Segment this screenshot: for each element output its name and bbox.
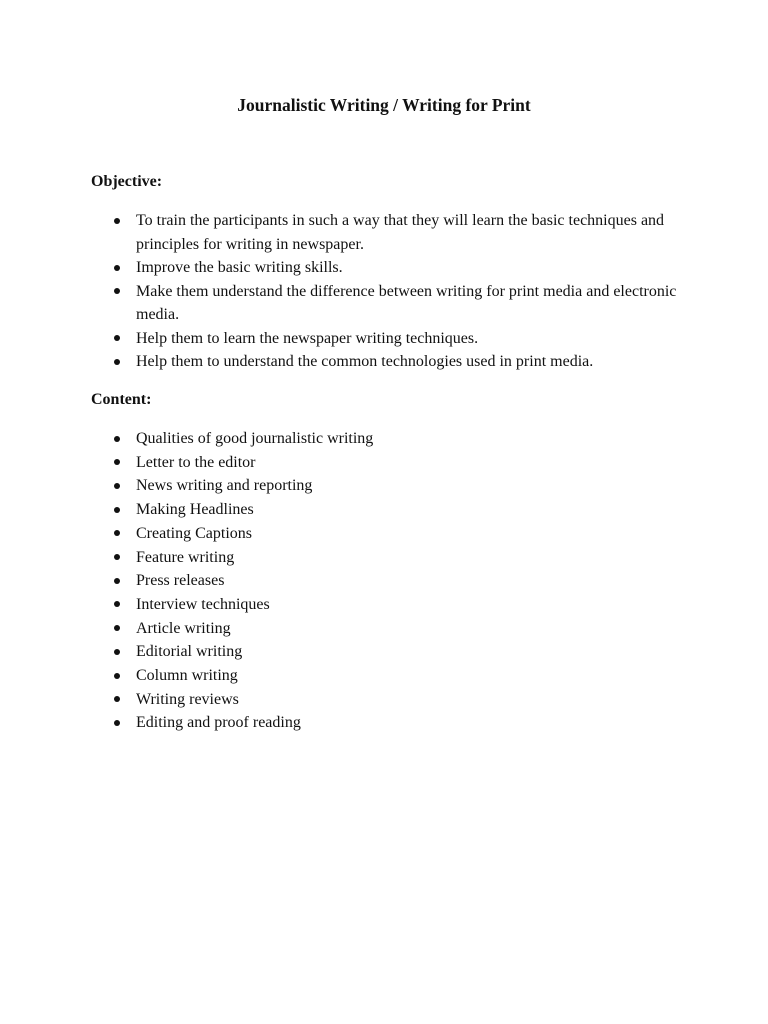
- objective-list: [0, 209, 768, 374]
- list-item: Help them to learn the newspaper writing techniques.: [0, 327, 768, 351]
- list-item: To train the participants in such a way that they will learn the basic techniques and principles for writing in newspaper.: [0, 209, 768, 256]
- list-item: Editorial writing: [0, 640, 768, 664]
- list-item: Qualities of good journalistic writing: [0, 427, 768, 451]
- objective-heading: Objective:: [91, 173, 163, 190]
- list-item: Creating Captions: [0, 522, 768, 546]
- list-item: Making Headlines: [0, 498, 768, 522]
- list-item: Letter to the editor: [0, 451, 768, 475]
- list-item: Writing reviews: [0, 688, 768, 712]
- list-item: Help them to understand the common technologies used in print media.: [0, 350, 768, 374]
- list-item: Improve the basic writing skills.: [0, 256, 768, 280]
- list-item: Article writing: [0, 617, 768, 641]
- content-heading: Content:: [91, 391, 152, 408]
- list-item: Make them understand the difference between writing for print media and electronic media.: [0, 280, 768, 327]
- page-title: Journalistic Writing / Writing for Print: [237, 95, 531, 115]
- list-item: Column writing: [0, 664, 768, 688]
- list-item: Editing and proof reading: [0, 711, 768, 735]
- list-item: Feature writing: [0, 546, 768, 570]
- list-item: Interview techniques: [0, 593, 768, 617]
- list-item: Press releases: [0, 569, 768, 593]
- content-list: [0, 427, 768, 735]
- list-item: News writing and reporting: [0, 474, 768, 498]
